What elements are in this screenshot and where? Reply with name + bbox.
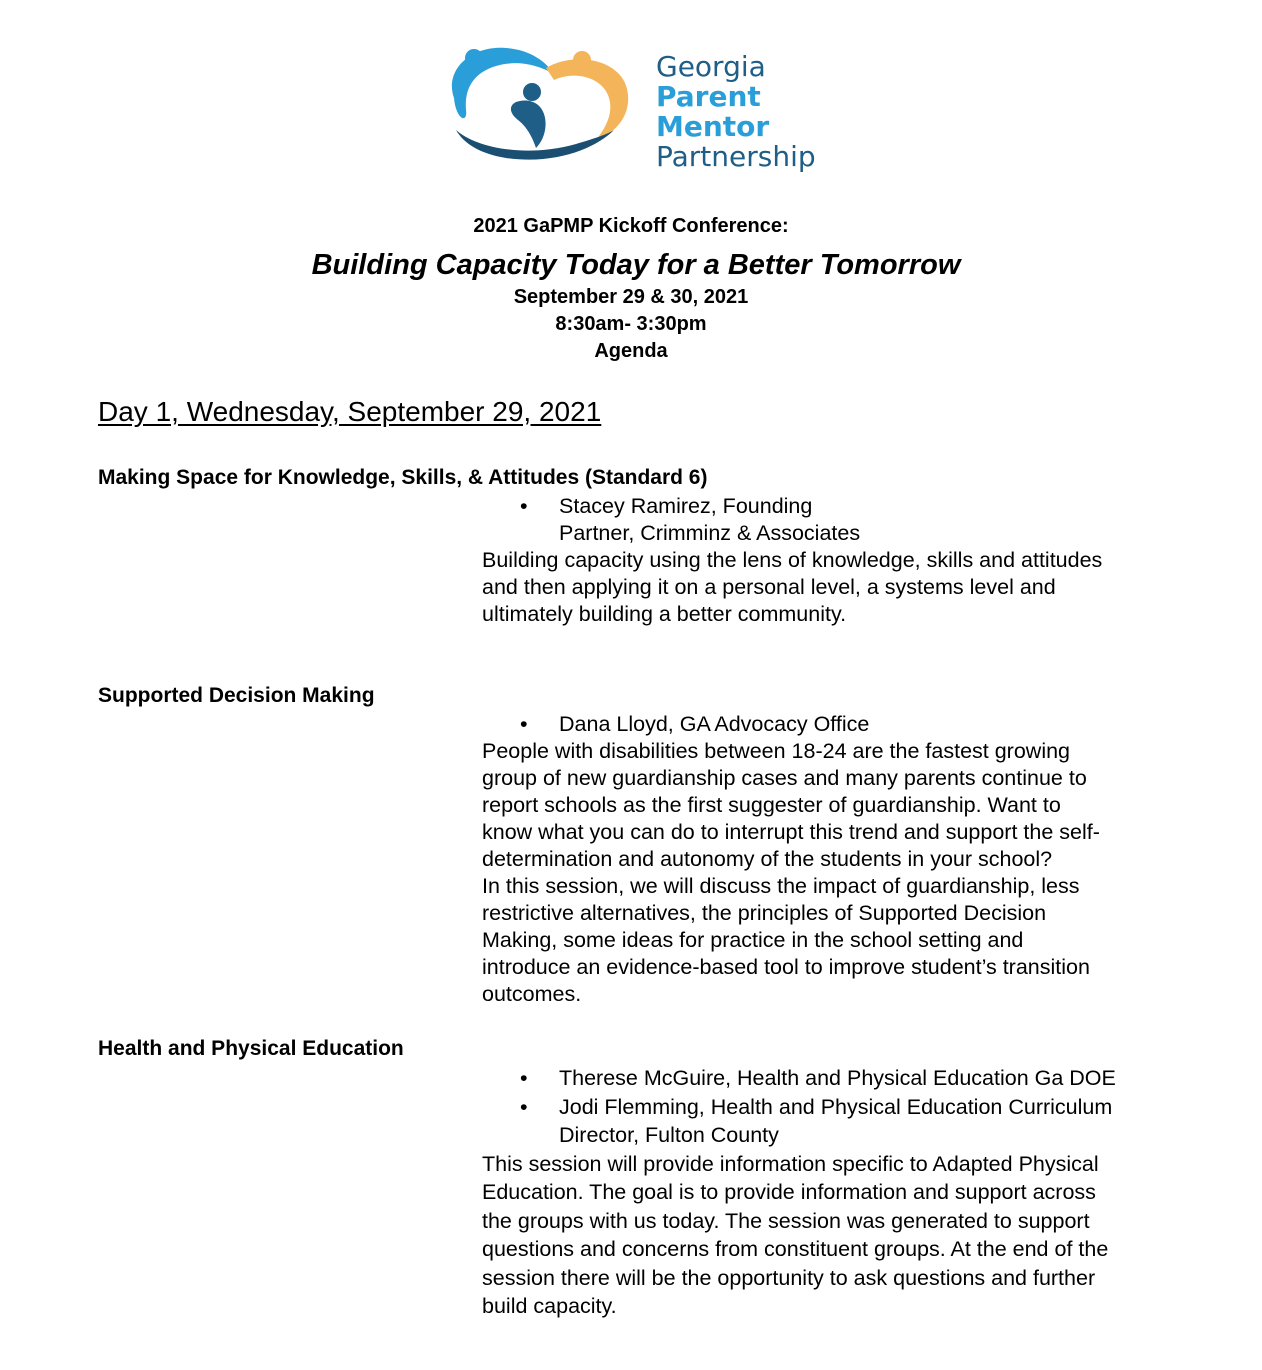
description-line: know what you can do to interrupt this trend and support the self- (482, 820, 1100, 844)
logo-figures-icon (436, 40, 636, 165)
description-line: outcomes. (482, 982, 582, 1006)
logo-line-georgia: Georgia (656, 50, 766, 83)
speaker-item (482, 1064, 1182, 1093)
session-description (482, 1150, 1182, 1321)
day-1-heading: Day 1, Wednesday, September 29, 2021 (98, 396, 602, 427)
speaker-line: Dana Lloyd, GA Advocacy Office (559, 712, 870, 736)
description-line: People with disabilities between 18-24 are the fastest growing (482, 739, 1071, 763)
speaker-item (482, 1093, 1182, 1150)
description-line: determination and autonomy of the students in your school? (482, 847, 1053, 871)
conference-theme: Building Capacity Today for a Better Tomorrow (311, 249, 961, 281)
speaker-list (482, 1064, 1182, 1150)
session-title: Supported Decision Making (98, 684, 375, 707)
description-line: ultimately building a better community. (482, 602, 847, 626)
bullet-icon: • (520, 1094, 528, 1119)
description-line: the groups with us today. The session was generated to support (482, 1208, 1090, 1233)
description-line: Building capacity using the lens of knowledge, skills and attitudes (482, 548, 1103, 572)
conference-title: 2021 GaPMP Kickoff Conference: (473, 215, 789, 237)
conference-header (0, 212, 1262, 365)
description-line: introduce an evidence-based tool to improve student’s transition (482, 955, 1090, 979)
speaker-line: Stacey Ramirez, Founding (559, 494, 813, 518)
bullet-icon: • (520, 1066, 528, 1090)
description-line: restrictive alternatives, the principles of Supported Decision (482, 901, 1047, 925)
speaker-line: Director, Fulton County (559, 1123, 779, 1147)
conference-time: 8:30am- 3:30pm (555, 313, 707, 335)
speaker-list (482, 493, 1182, 547)
speaker-list (482, 711, 1182, 738)
description-line: Making, some ideas for practice in the school setting and (482, 928, 1024, 952)
description-line: This session will provide information specific to Adapted Physical (482, 1151, 1099, 1176)
speaker-item (482, 711, 1182, 738)
speaker-line: Therese McGuire, Health and Physical Education Ga DOE (559, 1066, 1116, 1090)
session-body (482, 1064, 1182, 1321)
session-description (482, 738, 1182, 1008)
description-line: build capacity. (482, 1294, 617, 1318)
speaker-line: Jodi Flemming, Health and Physical Education Curriculum (559, 1094, 1113, 1119)
bullet-icon: • (520, 494, 528, 518)
gapmp-logo (436, 40, 876, 173)
session-title: Making Space for Knowledge, Skills, & Attitudes (Standard 6) (98, 466, 708, 489)
session-body (482, 711, 1182, 1008)
speaker-item (482, 493, 1182, 547)
description-line: In this session, we will discuss the impact of guardianship, less (482, 874, 1080, 898)
logo-wordmark (656, 52, 876, 172)
session-body (482, 493, 1182, 628)
session-title: Health and Physical Education (98, 1037, 404, 1060)
logo-line-parent-mentor: Parent Mentor (656, 80, 770, 143)
speaker-line: Partner, Crimminz & Associates (559, 521, 861, 545)
description-line: session there will be the opportunity to ask questions and further (482, 1265, 1096, 1290)
bullet-icon: • (520, 712, 528, 736)
agenda-label: Agenda (594, 340, 668, 362)
description-line: questions and concerns from constituent groups. At the end of the (482, 1237, 1109, 1261)
description-line: report schools as the first suggester of guardianship. Want to (482, 793, 1061, 817)
description-line: and then applying it on a personal level, a systems level and (482, 575, 1056, 599)
description-line: Education. The goal is to provide information and support across (482, 1180, 1096, 1204)
conference-dates: September 29 & 30, 2021 (513, 286, 749, 308)
description-line: group of new guardianship cases and many parents continue to (482, 766, 1087, 790)
session-description (482, 547, 1182, 628)
logo-line-partnership: Partnership (656, 140, 816, 173)
